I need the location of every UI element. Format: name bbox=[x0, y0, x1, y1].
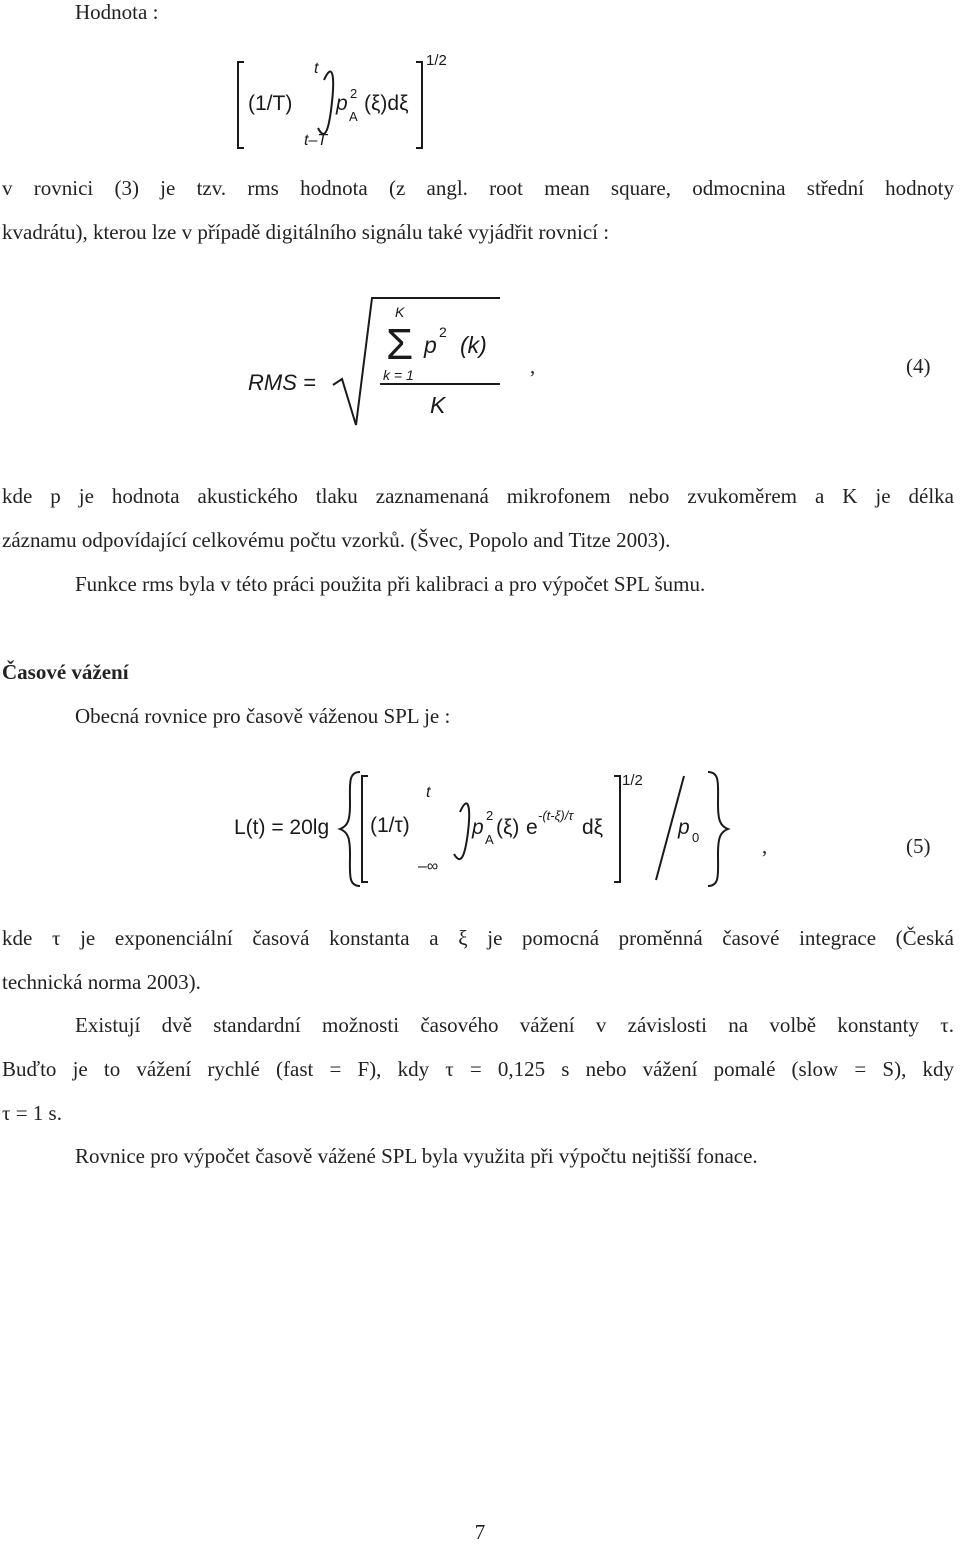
equation-4-radical bbox=[238, 290, 518, 430]
equation-3 bbox=[232, 52, 472, 154]
hodnota-label: Hodnota : bbox=[75, 0, 159, 24]
eq5-prefactor: (1/τ) bbox=[370, 814, 410, 837]
eq5-lower-limit: –∞ bbox=[418, 858, 439, 875]
eq5-lhs: L(t) = 20lg bbox=[234, 816, 330, 839]
eq4-sum-sign: Σ bbox=[386, 320, 414, 369]
eq4-sum-upper: K bbox=[395, 304, 405, 320]
eq5-sup: 2 bbox=[486, 808, 494, 823]
eq5-comma: , bbox=[762, 834, 768, 858]
eq4-sum-lower: k = 1 bbox=[383, 367, 414, 383]
eq3-lower-limit: t–T bbox=[304, 132, 328, 149]
eq3-integrand: p bbox=[336, 92, 348, 115]
eq5-exponent: 1/2 bbox=[622, 772, 643, 789]
paragraph-existuji-line-2: Buďto je to vážení rychlé (fast = F), kdy τ = 0,125 s nebo vážení pomalé (slow = S), kdy bbox=[2, 1057, 954, 1081]
eq5-number: (5) bbox=[906, 834, 931, 858]
eq4-lhs: RMS = bbox=[248, 370, 316, 395]
paragraph-existuji-line-1: Existují dvě standardní možnosti časového vážení v závislosti na volbě konstanty τ. bbox=[75, 1013, 954, 1037]
eq3-prefactor: (1/T) bbox=[248, 92, 293, 115]
eq3-upper-limit: t bbox=[314, 60, 319, 77]
paragraph-rovnice-pro-vypocet: Rovnice pro výpočet časově vážené SPL byla využita při výpočtu nejtišší fonace. bbox=[75, 1144, 758, 1168]
eq5-exp-base: e bbox=[526, 816, 538, 839]
paragraph-obecna-rovnice: Obecná rovnice pro časově váženou SPL je : bbox=[75, 704, 451, 728]
paragraph-funkce-rms: Funkce rms byla v této práci použita při kalibraci a pro výpočet SPL šumu. bbox=[75, 572, 706, 596]
eq3-exponent: 1/2 bbox=[426, 52, 447, 69]
equation-5 bbox=[230, 764, 750, 894]
eq3-sup: 2 bbox=[350, 86, 358, 101]
eq4-number: (4) bbox=[906, 354, 931, 378]
eq5-sub: A bbox=[485, 832, 494, 847]
paragraph-rms-line-1: v rovnici (3) je tzv. rms hodnota (z angl. root mean square, odmocnina střední hodnoty bbox=[2, 176, 954, 200]
eq5-arg-xi: (ξ) bbox=[496, 816, 520, 839]
eq3-sub: A bbox=[349, 109, 358, 124]
section-heading: Časové vážení bbox=[2, 660, 129, 684]
eq5-differential: dξ bbox=[582, 816, 604, 839]
eq5-exp-power: -(t-ξ)/τ bbox=[538, 808, 574, 823]
eq4-denominator: K bbox=[430, 392, 446, 418]
paragraph-rms-line-2: kvadrátu), kterou lze v případě digitálního signálu také vyjádřit rovnicí : bbox=[2, 220, 610, 244]
paragraph-existuji-line-3: τ = 1 s. bbox=[2, 1101, 62, 1125]
eq4-sup: 2 bbox=[439, 324, 447, 340]
paragraph-kde-tau-line-2: technická norma 2003). bbox=[2, 970, 201, 994]
eq3-arg: (ξ)dξ bbox=[364, 92, 409, 115]
equation-4 bbox=[238, 290, 518, 430]
eq5-integrand: p bbox=[472, 816, 484, 839]
eq4-term: p bbox=[424, 332, 437, 358]
paragraph-kde-tau-line-1: kde τ je exponenciální časová konstanta a ξ je pomocná proměnná časové integrace (Česká bbox=[2, 926, 954, 950]
eq4-comma: , bbox=[530, 354, 536, 378]
eq4-term-arg: (k) bbox=[460, 332, 487, 358]
paragraph-kde-p-line-1: kde p je hodnota akustického tlaku zaznamenaná mikrofonem nebo zvukoměrem a K je délka bbox=[2, 484, 954, 508]
page-number: 7 bbox=[474, 1520, 486, 1544]
eq5-upper-limit: t bbox=[426, 784, 431, 801]
paragraph-kde-p-line-2: záznamu odpovídající celkovému počtu vzorků. (Švec, Popolo and Titze 2003). bbox=[2, 528, 671, 552]
eq5-reference-sub: 0 bbox=[692, 830, 700, 845]
eq5-reference: p bbox=[678, 816, 690, 839]
